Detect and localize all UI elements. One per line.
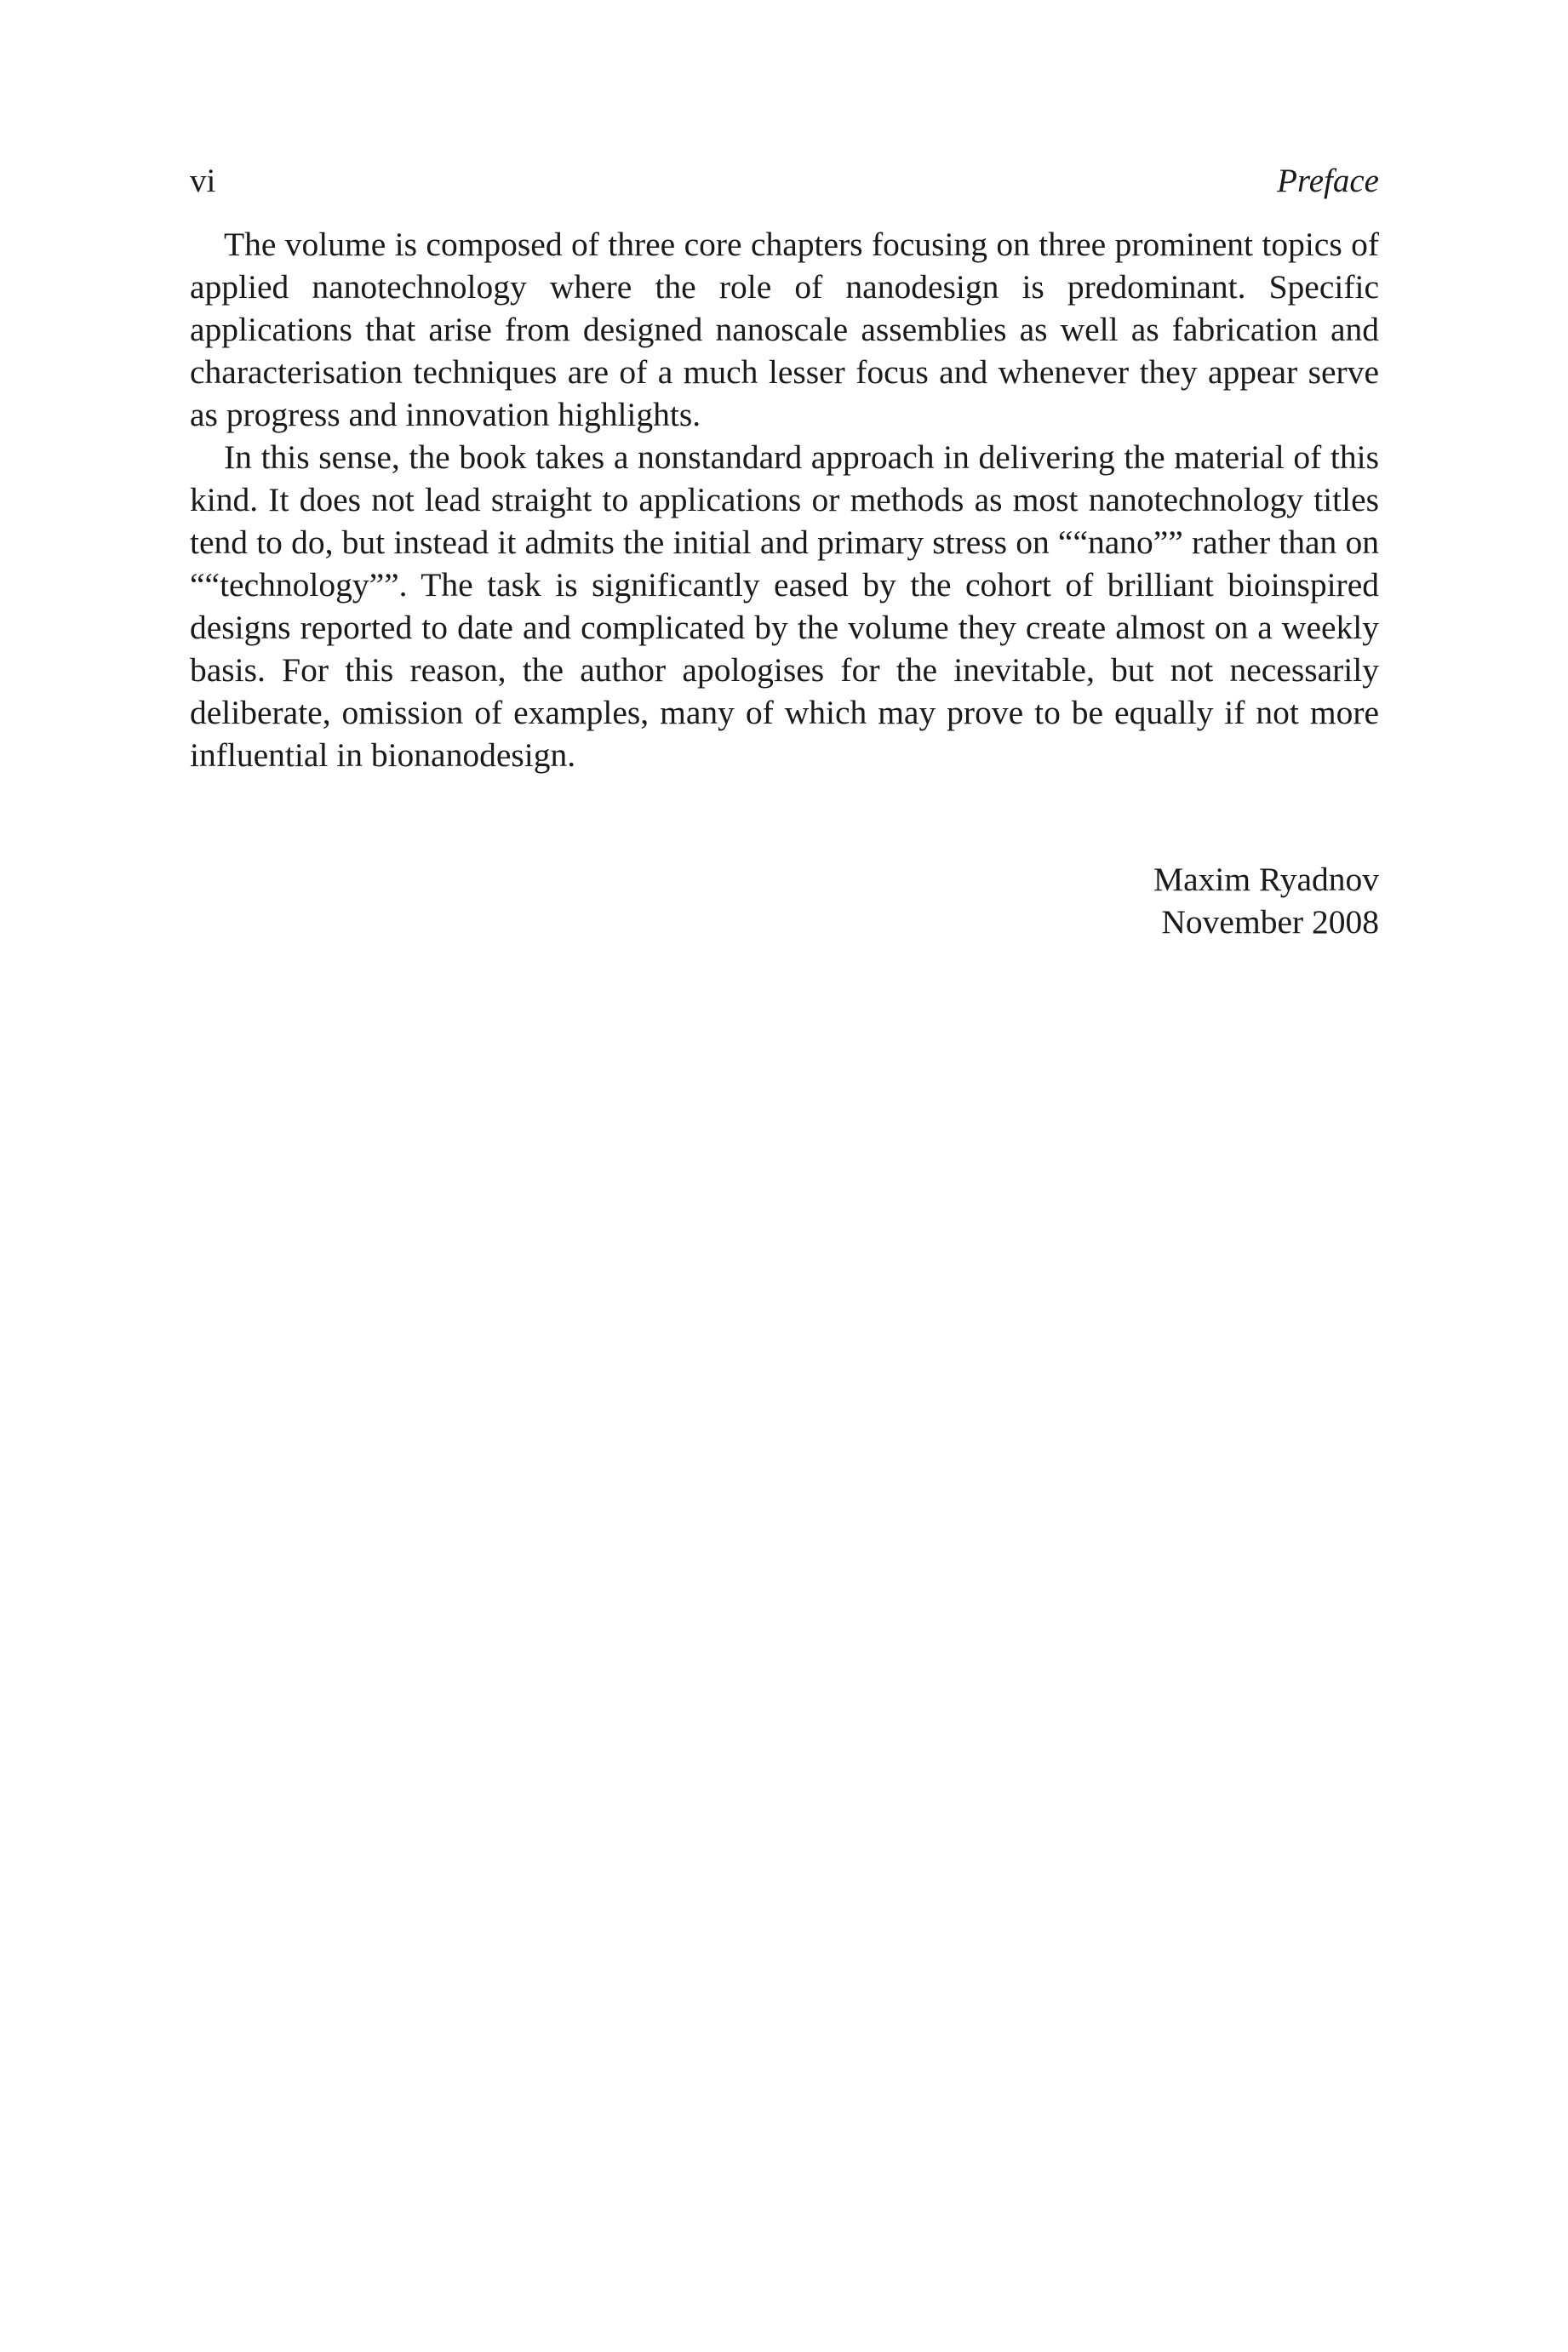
body-text bbox=[190, 223, 1379, 776]
page-number: vi bbox=[190, 163, 216, 199]
signature-date: November 2008 bbox=[1161, 903, 1379, 941]
running-title: Preface bbox=[1277, 163, 1379, 199]
signature-block bbox=[190, 858, 1379, 943]
paragraph-2: In this sense, the book takes a nonstandard approach in delivering the material of this kind. It does not lead straight to applications or methods as most nanotechnology titles tend to do, but instead it admits the initial and primary stress on ““nano”” rather than on ““technology””. The task is significantly eased by the cohort of brilliant bioinspired designs reported to date and complicated by the volume they create almost on a weekly basis. For this reason, the author apologises for the inevitable, but not necessarily deliberate, omission of examples, many of which may prove to be equally if not more influential in bionanodesign. bbox=[190, 438, 1379, 774]
signature-author: Maxim Ryadnov bbox=[1153, 861, 1379, 898]
paragraph-1: The volume is composed of three core chapters focusing on three prominent topics of applied nanotechnology where the role of nanodesign is predominant. Specific applications that arise from designed nanoscale assemblies as well as fabrication and characterisation techniques are of a much lesser focus and whenever they appear serve as progress and innovation highlights. bbox=[190, 226, 1379, 433]
running-head bbox=[190, 160, 1379, 203]
